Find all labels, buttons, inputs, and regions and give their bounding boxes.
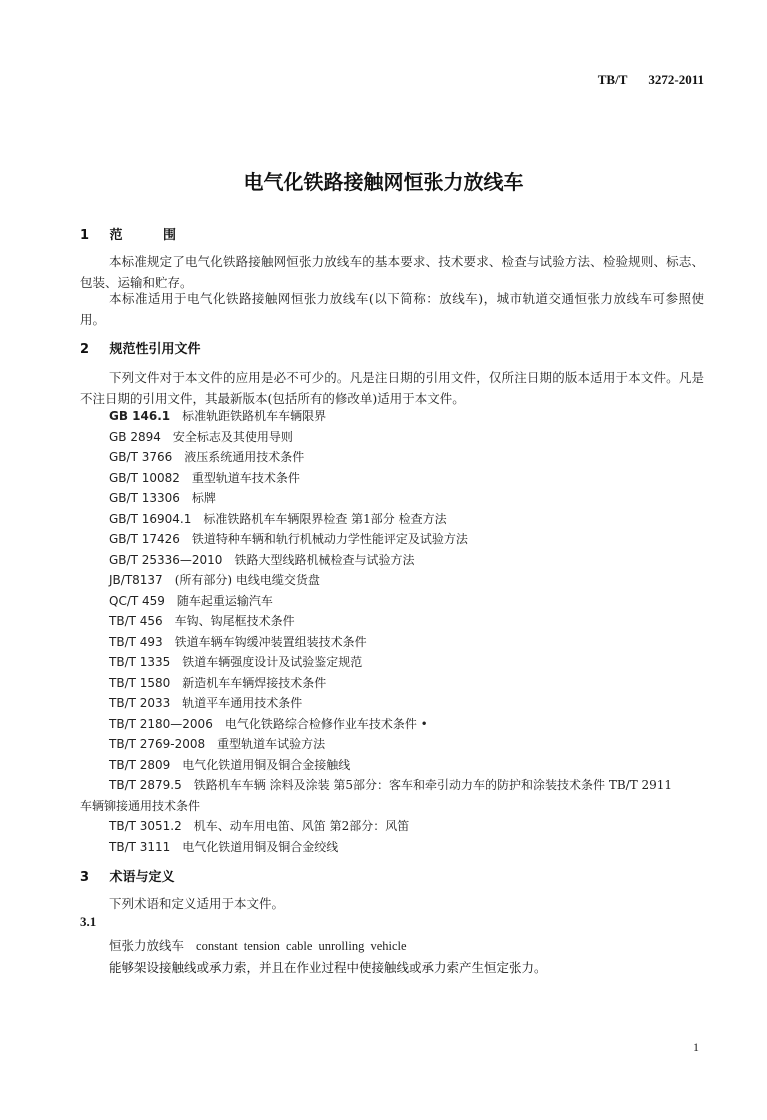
section-1-paragraph-2: 本标准适用于电气化铁路接触网恒张力放线车(以下简称：放线车)，城市轨道交通恒张力放线车可参照使用。 (80, 291, 704, 327)
reference-title: 新造机车车辆焊接技术条件 (182, 675, 327, 690)
reference-item (109, 734, 709, 755)
reference-code: GB/T 3766 (109, 450, 173, 464)
reference-item (109, 632, 709, 653)
reference-title: 液压系统通用技术条件 (184, 450, 305, 464)
reference-code: GB 2894 (109, 429, 161, 444)
reference-list (80, 406, 709, 857)
reference-title: 标准轨距铁路机车车辆限界 (182, 409, 327, 423)
reference-title: 轨道平车通用技术条件 (182, 696, 303, 710)
reference-title: 标牌 (191, 491, 216, 505)
reference-title: 电气化铁路综合检修作业车技术条件 • (224, 716, 428, 731)
reference-item (109, 816, 709, 837)
reference-item (109, 755, 709, 776)
reference-code: QC/T 459 (109, 593, 165, 608)
reference-code: GB/T 10082 (109, 470, 180, 485)
reference-title: 随车起重运输汽车 (176, 593, 273, 608)
reference-item (109, 550, 709, 571)
reference-item (109, 673, 709, 694)
section-2-heading (80, 338, 201, 357)
section-3-heading (80, 866, 175, 885)
document-title: 电气化铁路接触网恒张力放线车 (243, 170, 524, 194)
reference-title: 重型轨道车技术条件 (191, 470, 300, 485)
reference-item (109, 509, 709, 530)
reference-item (109, 406, 709, 427)
reference-code: TB/T 3111 (109, 839, 171, 854)
reference-item (109, 570, 709, 591)
reference-title: 重型轨道车试验方法 (217, 737, 326, 751)
reference-code: GB/T 25336—2010 (109, 552, 223, 567)
reference-code: TB/T 2033 (109, 696, 171, 710)
reference-title: (所有部分) 电线电缆交货盘 (174, 573, 320, 587)
reference-code: TB/T 1580 (109, 675, 171, 690)
reference-item (109, 837, 709, 858)
reference-code: TB/T 3051.2 (109, 819, 182, 833)
term-entry (109, 936, 407, 954)
section-1-paragraph-1: 本标准规定了电气化铁路接触网恒张力放线车的基本要求、技术要求、检查与试验方法、检验规则、标志、包装、运输和贮存。 (80, 254, 704, 290)
reference-code: TB/T 493 (109, 634, 163, 649)
reference-title: 铁道车辆车钩缓冲装置组装技术条件 (174, 634, 367, 649)
reference-item (109, 488, 709, 509)
section-number: 2 (80, 342, 90, 357)
reference-title: 铁路机车车辆 涂料及涂装 第5部分：客车和牵引动力车的防护和涂装技术条件 TB/T 2911 车辆铆接通用技术条件 (80, 778, 673, 813)
reference-title: 铁道特种车辆和轨行机械动力学性能评定及试验方法 (191, 532, 468, 546)
reference-title: 安全标志及其使用导则 (172, 429, 293, 444)
page-number: 1 (693, 1040, 699, 1054)
reference-title: 电气化铁道用铜及铜合金绞线 (182, 839, 339, 854)
reference-item (109, 468, 709, 489)
reference-item (109, 591, 709, 612)
reference-code: TB/T 2809 (109, 757, 171, 772)
term-english: constant tension cable unrolling vehicle (196, 939, 407, 953)
standard-number: TB/T 3272-2011 (597, 72, 704, 87)
section-number: 1 (80, 228, 90, 243)
term-definition: 能够架设接触线或承力索，并且在作业过程中使接触线或承力索产生恒定张力。 (109, 960, 547, 975)
section-1-heading (80, 224, 194, 243)
reference-title: 机车、动车用电笛、风笛 第2部分：风笛 (193, 819, 410, 833)
reference-code: JB/T8137 (109, 573, 163, 587)
section-title: 规范性引用文件 (109, 342, 201, 357)
reference-title: 铁道车辆强度设计及试验鉴定规范 (182, 655, 363, 669)
term-number: 3.1 (80, 914, 97, 929)
section-2-intro: 下列文件对于本文件的应用是必不可少的。凡是注日期的引用文件，仅所注日期的版本适用于本文件。凡是不注日期的引用文件，其最新版本(包括所有的修改单)适用于本文件。 (80, 370, 704, 406)
reference-title: 标准铁路机车车辆限界检查 第1部分 检查方法 (203, 511, 447, 526)
section-title: 范 围 (109, 228, 195, 243)
reference-item (109, 427, 709, 448)
reference-item (109, 714, 709, 735)
reference-title: 铁路大型线路机械检查与试验方法 (234, 552, 415, 567)
reference-code: GB/T 16904.1 (109, 511, 192, 526)
reference-code: GB/T 17426 (109, 532, 180, 546)
section-title: 术语与定义 (109, 870, 175, 885)
reference-item (109, 693, 709, 714)
reference-code: GB 146.1 (109, 409, 171, 423)
reference-code: TB/T 2879.5 (109, 778, 182, 792)
reference-code: TB/T 1335 (109, 655, 171, 669)
reference-item (109, 652, 709, 673)
reference-code: GB/T 13306 (109, 491, 180, 505)
term-chinese: 恒张力放线车 (109, 938, 185, 953)
reference-item (80, 775, 680, 816)
reference-code: TB/T 2769-2008 (109, 737, 206, 751)
reference-code: TB/T 456 (109, 614, 163, 628)
section-number: 3 (80, 870, 90, 885)
reference-item (109, 529, 709, 550)
reference-item (109, 611, 709, 632)
reference-title: 车钩、钩尾框技术条件 (174, 614, 295, 628)
reference-title: 电气化铁道用铜及铜合金接触线 (182, 757, 351, 772)
reference-item (109, 447, 709, 468)
reference-code: TB/T 2180—2006 (109, 716, 213, 731)
section-3-intro: 下列术语和定义适用于本文件。 (109, 896, 285, 911)
